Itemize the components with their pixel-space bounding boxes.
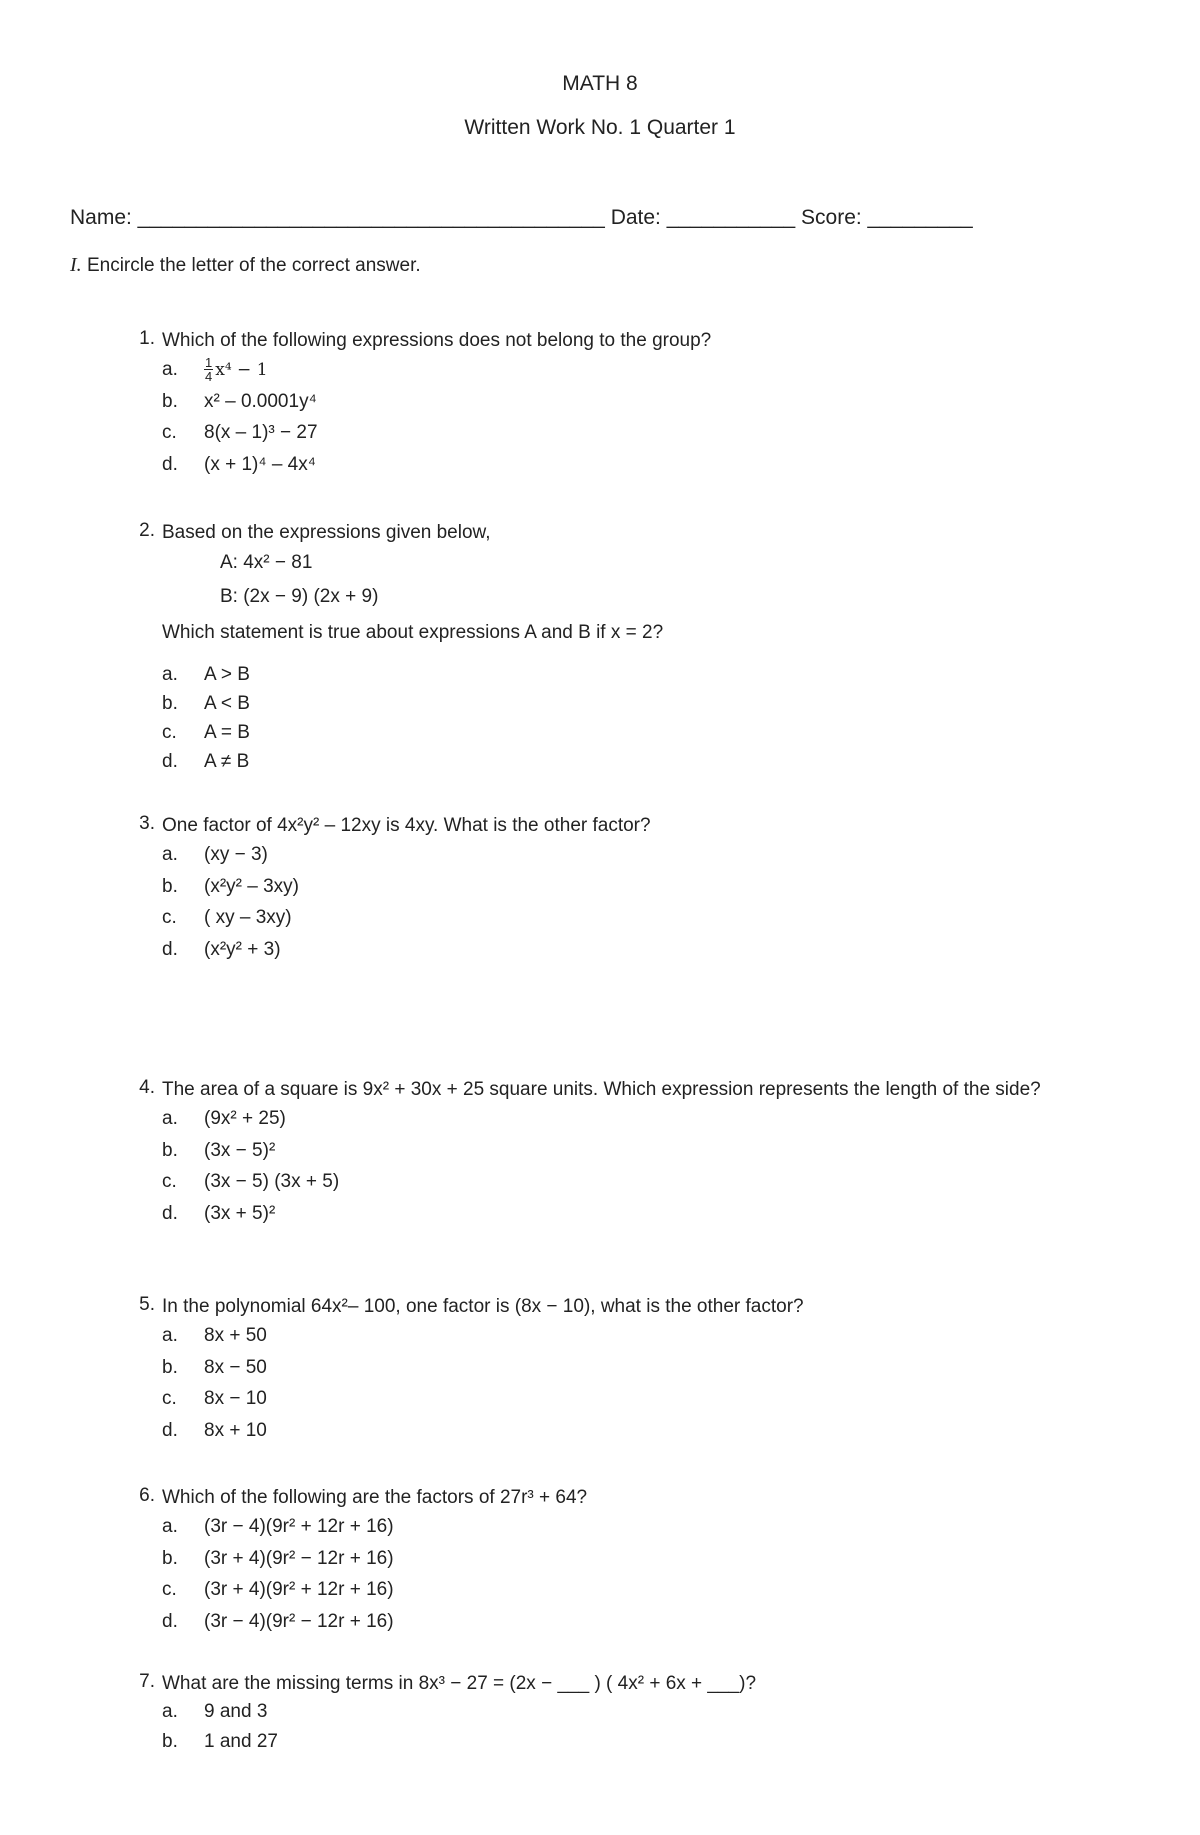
question-number: 1. — [139, 328, 155, 349]
question-2 — [125, 520, 1135, 776]
option-letter: c. — [162, 1579, 177, 1600]
option-letter: a. — [162, 1701, 178, 1722]
option-b[interactable] — [162, 1727, 1135, 1757]
option-text: (x²y² – 3xy) — [204, 875, 299, 897]
option-letter: a. — [162, 1108, 178, 1129]
option-d[interactable] — [162, 449, 1135, 481]
fraction — [204, 356, 213, 383]
option-letter: a. — [162, 359, 178, 380]
option-text: (xy − 3) — [204, 844, 268, 865]
question-text: The area of a square is 9x² + 30x + 25 square units. Which expression represents the length of the side? — [162, 1079, 1041, 1100]
option-text: (9x² + 25) — [204, 1108, 286, 1129]
instruction-text: Encircle the letter of the correct answer. — [81, 255, 421, 276]
option-letter: d. — [162, 453, 178, 475]
option-text: A ≠ B — [204, 751, 250, 772]
option-text: 8(x – 1)³ − 27 — [204, 422, 318, 443]
option-text: 1 and 27 — [204, 1731, 278, 1752]
option-a[interactable] — [162, 1103, 1135, 1135]
option-text: 8x − 50 — [204, 1356, 267, 1378]
option-text: 9 and 3 — [204, 1701, 268, 1722]
option-letter: c. — [162, 722, 177, 743]
option-text: (3r − 4)(9r² − 12r + 16) — [204, 1610, 394, 1632]
option-letter: d. — [162, 1419, 178, 1441]
option-letter: b. — [162, 1356, 178, 1378]
option-letter: b. — [162, 693, 178, 714]
name-date-score-line: Name: ________________________________________ Date: ___________ Score: _________ — [70, 206, 973, 229]
option-text: (x + 1)⁴ – 4x⁴ — [204, 453, 316, 475]
option-a[interactable] — [162, 839, 1135, 871]
option-text: x⁴ − 1 — [215, 360, 268, 380]
options — [162, 660, 1135, 776]
options — [162, 839, 1135, 965]
option-c[interactable] — [162, 1166, 1135, 1198]
question-6 — [125, 1485, 1135, 1637]
option-text: 8x + 10 — [204, 1419, 267, 1441]
option-letter: a. — [162, 664, 178, 685]
option-text: A < B — [204, 693, 250, 714]
option-text: 8x + 50 — [204, 1325, 267, 1346]
option-letter: d. — [162, 1610, 178, 1632]
option-c[interactable] — [162, 718, 1135, 747]
option-c[interactable] — [162, 1383, 1135, 1415]
option-text: x² – 0.0001y⁴ — [204, 390, 317, 412]
instruction — [70, 254, 421, 277]
option-a[interactable] — [162, 354, 1135, 386]
option-a[interactable] — [162, 1697, 1135, 1727]
question-prompt: Which statement is true about expressions A and B if x = 2? — [162, 622, 664, 643]
worksheet-subtitle: Written Work No. 1 Quarter 1 — [464, 116, 736, 139]
question-text: Based on the expressions given below, — [162, 522, 491, 543]
option-letter: b. — [162, 390, 178, 412]
question-3 — [125, 813, 1135, 965]
worksheet-title: MATH 8 — [562, 72, 638, 95]
option-a[interactable] — [162, 660, 1135, 689]
option-letter: c. — [162, 907, 177, 928]
option-letter: a. — [162, 1516, 178, 1537]
option-b[interactable] — [162, 1352, 1135, 1384]
option-letter: c. — [162, 1171, 177, 1192]
option-d[interactable] — [162, 1606, 1135, 1638]
question-text: Which of the following expressions does not belong to the group? — [162, 330, 712, 351]
instruction-roman: I. — [70, 254, 82, 276]
option-c[interactable] — [162, 902, 1135, 934]
option-letter: a. — [162, 844, 178, 865]
question-number: 3. — [139, 813, 155, 834]
option-d[interactable] — [162, 934, 1135, 966]
question-1 — [125, 328, 1135, 480]
option-b[interactable] — [162, 1135, 1135, 1167]
expression-a: A: 4x² − 81 — [220, 552, 313, 573]
option-a[interactable] — [162, 1511, 1135, 1543]
option-d[interactable] — [162, 1198, 1135, 1230]
question-text: One factor of 4x²y² – 12xy is 4xy. What is the other factor? — [162, 815, 651, 836]
option-letter: d. — [162, 1202, 178, 1224]
fraction-denominator: 4 — [205, 369, 213, 385]
option-text: ( xy – 3xy) — [204, 907, 292, 928]
options — [162, 1103, 1135, 1229]
question-number: 5. — [139, 1294, 155, 1315]
option-letter: b. — [162, 1139, 178, 1161]
options — [162, 1697, 1135, 1757]
option-b[interactable] — [162, 1543, 1135, 1575]
option-c[interactable] — [162, 1574, 1135, 1606]
option-b[interactable] — [162, 871, 1135, 903]
option-b[interactable] — [162, 689, 1135, 718]
option-text: A > B — [204, 664, 250, 685]
options — [162, 354, 1135, 480]
question-number: 7. — [139, 1671, 155, 1692]
option-c[interactable] — [162, 417, 1135, 449]
question-4 — [125, 1077, 1135, 1229]
question-text: Which of the following are the factors of 27r³ + 64? — [162, 1487, 588, 1508]
question-5 — [125, 1294, 1135, 1446]
option-letter: b. — [162, 1547, 178, 1569]
question-number: 2. — [139, 520, 155, 541]
question-7 — [125, 1671, 1135, 1757]
option-letter: b. — [162, 875, 178, 897]
option-text: (3r + 4)(9r² − 12r + 16) — [204, 1547, 394, 1569]
option-text: (3x + 5)² — [204, 1202, 276, 1224]
question-number: 4. — [139, 1077, 155, 1098]
option-letter: d. — [162, 938, 178, 960]
option-letter: c. — [162, 422, 177, 443]
options — [162, 1320, 1135, 1446]
option-letter: d. — [162, 751, 178, 772]
option-text: (3r − 4)(9r² + 12r + 16) — [204, 1516, 394, 1537]
option-a[interactable] — [162, 1320, 1135, 1352]
option-text: (3r + 4)(9r² + 12r + 16) — [204, 1579, 394, 1600]
fraction-numerator: 1 — [205, 355, 213, 371]
question-number: 6. — [139, 1485, 155, 1506]
options — [162, 1511, 1135, 1637]
option-text: (3x − 5)² — [204, 1139, 276, 1161]
option-text: A = B — [204, 722, 250, 743]
option-text: (3x − 5) (3x + 5) — [204, 1171, 340, 1192]
option-letter: b. — [162, 1731, 178, 1752]
option-letter: a. — [162, 1325, 178, 1346]
option-d[interactable] — [162, 1415, 1135, 1447]
question-text: In the polynomial 64x²– 100, one factor is (8x − 10), what is the other factor? — [162, 1296, 804, 1317]
option-text: 8x − 10 — [204, 1388, 267, 1409]
option-b[interactable] — [162, 386, 1135, 418]
question-text: What are the missing terms in 8x³ − 27 = (2x − ___ ) ( 4x² + 6x + ___)? — [162, 1673, 757, 1694]
option-d[interactable] — [162, 747, 1135, 776]
option-text: (x²y² + 3) — [204, 938, 281, 960]
option-letter: c. — [162, 1388, 177, 1409]
expression-b: B: (2x − 9) (2x + 9) — [220, 586, 379, 607]
